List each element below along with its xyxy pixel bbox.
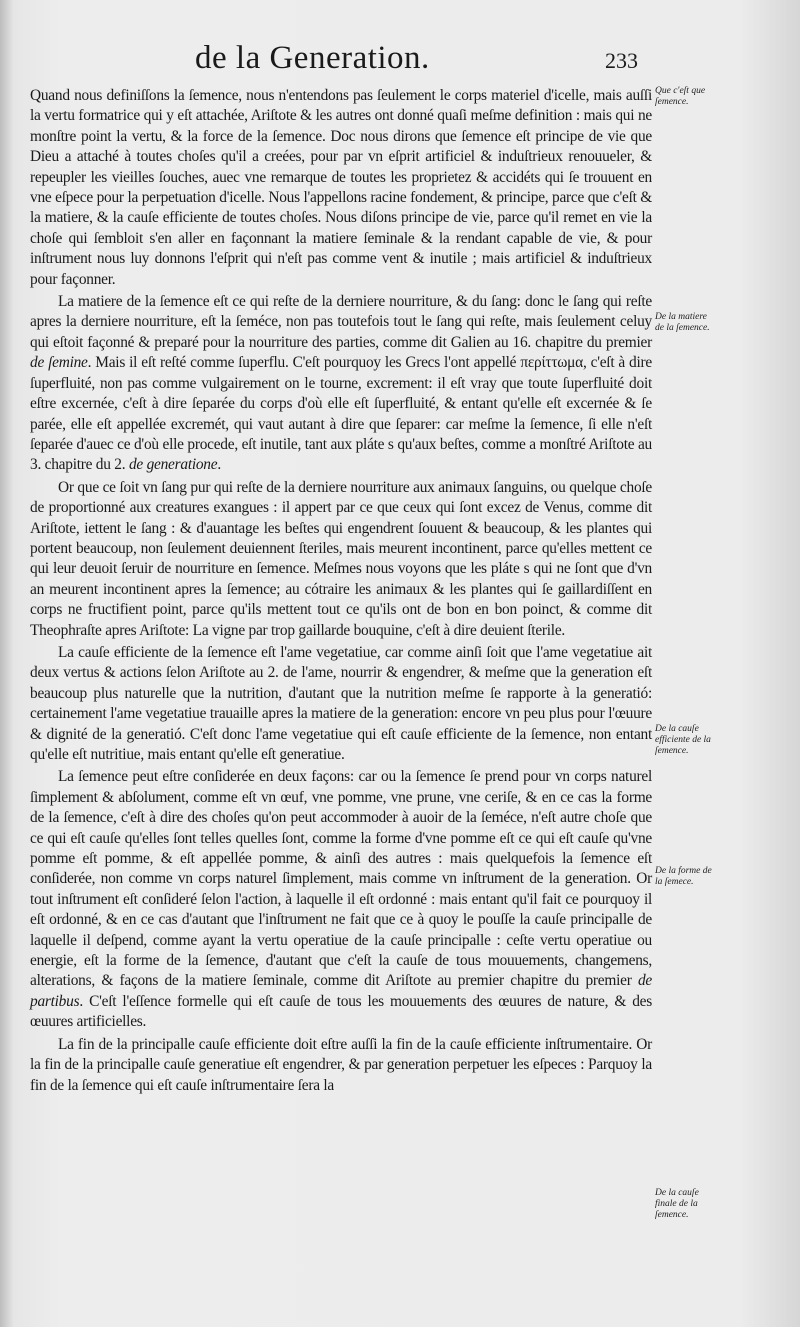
paragraph-form xyxy=(30,767,652,1032)
margin-note-matter: De la matiere de la ſemence. xyxy=(655,312,710,333)
margin-note-definition: Que c'eſt que ſemence. xyxy=(655,86,706,107)
paragraph-final-cause: La fin de la principalle cauſe efficiente doit eſtre auſſi la fin de la cauſe efficiente inſtrumentaire. Or la fin de la principalle cauſe generatiue eſt engendrer, & par generation perpetuer les eſpeces : Parquoy la fin de la ſemence qui eſt cauſe inſtrumentaire ſera la xyxy=(30,1035,652,1094)
margin-note-efficient-cause: De la cauſe efficiente de la ſemence. xyxy=(655,724,711,756)
paragraph-matter-italic-a: de ſemine xyxy=(30,354,88,372)
paragraph-form-text-a: La ſemence peut eſtre conſiderée en deux façons: car ou la ſemence ſe prend pour vn corps naturel ſimplement & abſolument, comme eſt vn œuf, vne pomme, vne prune, vne ceriſe, & en ce cas la forme de la ſemence, c'eſt à dire des choſes qu'on peut accommoder à auoir de la ſeméce, n'eſt autre choſe que ce qui eſt cauſe qu'elles ſont telles quelles ſont, comme la forme d'vne pomme eſt ce qui eſt cauſe qu'vne pomme eſt pomme, & eſt appellée pomme, & ainſi des autres : mais quelquefois la ſemence eſt conſiderée, non comme vn corps naturel ſimplement, mais comme vn inſtrument de la generation. Or tout inſtrument eſt conſideré ſelon l'action, à laquelle il eſt ordonné : mais entant qu'il fait ce pourquoy il eſt ordonné, & en ce cas d'autant que l'inſtrument ne fait que ce à quoy le pouſſe la cauſe principalle de laquelle il deſpend, comme ayant la vertu operatiue de la cauſe principalle : ceſte vertu operatiue ou energie, eſt la forme de la ſemence, d'autant que c'eſt la cauſe de tous mouuements, changemens, alterations, & façons de la matiere ſeminale, comme dit Ariſtote au premier chapitre du premier xyxy=(30,768,652,990)
paragraph-matter-italic-b: de generatione xyxy=(128,456,218,474)
paragraph-efficient-cause: La cauſe efficiente de la ſemence eſt l'ame vegetatiue, car comme ainſi ſoit que l'ame vegetatiue ait deux vertus & actions ſelon Ariſtote au 2. de l'ame, nourrir & engendrer, & meſme que la generation eſt beaucoup plus naturelle que la nutrition, d'autant que la nutrition meſme ſe rapporte à la generatió: certainement l'ame vegetatiue trauaille apres la matiere de la generation: encore vn peu plus pour l'œuure & dignité de la generatió. C'eſt donc l'ame vegetatiue qui eſt cauſe efficiente de la ſemence, non entant qu'elle eſt nutritiue, mais entant qu'elle eſt generatiue. xyxy=(30,643,652,763)
paragraph-form-text-b: . C'eſt l'eſſence formelle qui eſt cauſe de tous les mouuements des œuures de nature, & des œuures artificielles. xyxy=(30,992,652,1031)
paragraph-matter-text-b: . Mais il eſt reſté comme ſuperflu. C'eſt pourquoy les Grecs l'ont appellé περίττωμα, c'eſt à dire ſuperfluité, non pas comme vulgairement on le tourne, excrement: il eſt vray que toute ſuperfluité doit eſtre excernée, c'eſt à dire ſeparée du corps d'où elle eſt ſuperfluité, & entant qu'elle eſt excernée & ſe parée, elle eſt appellée excremét, qui vaut autant à dire que ſeparer: car meſme la ſemence, ſi elle n'eſt ſeparée d'auec ce d'où elle procede, eſt inutile, tant aux pláte s qu'aux beſtes, comme a monſtré Ariſtote au 3. chapitre du 2. xyxy=(30,354,652,474)
paragraph-definition: Quand nous definiſſons la ſemence, nous n'entendons pas ſeulement le corps materiel d'icelle, mais auſſi la vertu formatrice qui y eſt attachée, Ariſtote & les autres ont donné quaſi meſme definition : mais qui ne monſtre point la vertu, & la force de la ſemence. Doc nous dirons que ſemence eſt principe de vie que Dieu a attaché à toutes choſes qu'il a creées, pour par vn eſprit artificiel & induſtrieux renouueler, & repeupler les vieilles ſouches, auec vne remarque de toutes les proprietez & accidéts qui ſe trouuent en vne eſpece pour la perpetuation d'icelle. Nous l'appellons racine fondement, & principe, parce que c'eſt & la matiere, & la cauſe efficiente de toutes choſes. Nous diſons principe de vie, parce qu'il remet en vie la choſe qui ſembloit s'en aller en façonnant la matiere ſeminale & la rendant capable de vie, & pour inſtrument nous luy donnons l'eſprit qui n'eſt pas comme vent & inutile ; mais artificiel & induſtrieux pour façonner. xyxy=(30,87,652,288)
running-head xyxy=(195,40,665,80)
margin-note-final-cause: De la cauſe finale de la ſemence. xyxy=(655,1188,699,1220)
body-text xyxy=(30,86,652,1098)
paragraph-form-italic-a: de partibus xyxy=(30,972,652,1010)
paragraph-matter xyxy=(30,292,652,476)
margin-note-form: De la forme de la ſemece. xyxy=(655,866,712,887)
running-head-title: de la Generation. xyxy=(195,40,430,76)
paragraph-matter-text-c: . xyxy=(217,456,221,474)
paragraph-pure-blood: Or que ce ſoit vn ſang pur qui reſte de la derniere nourriture aux animaux ſanguins, ou quelque choſe de proportionné aux creatures exangues : il appert par ce que ceux qui ſont excez de Venus, comme dit Ariſtote, iettent le ſang : & d'auantage les beſtes qui engendrent ſouuent & beaucoup, & les plantes qui portent beaucoup, non ſeulement deuiennent ſteriles, mais meurent incontinent, parce qu'elles mettent ce qui leur deuoit ſeruir de nourriture en ſemence. Meſmes nous voyons que les pláte s qui ne ſont que d'vn an meurent incontinent apres la ſemence; au cótraire les animaux & les plantes qui ſe gaillardiſſent en corps ne fructifient point, parce qu'ils mettent tout ce qu'ils ont de bon en bon poinct, & comme dit Theophraſte apres Ariſtote: La vigne par trop gaillarde bouquine, c'eſt à dire deuient ſterile. xyxy=(30,478,652,639)
page-number: 233 xyxy=(605,48,638,73)
paragraph-matter-text-a: La matiere de la ſemence eſt ce qui reſte de la derniere nourriture, & du ſang: donc le ſang qui reſte apres la derniere nourriture, eſt la ſeméce, non pas toutefois tout le ſang qui reſte, mais ſeulement celuy qui eſtoit façonné & preparé pour la nourriture des parties, comme dit Galien au 16. chapitre du premier xyxy=(30,293,652,351)
